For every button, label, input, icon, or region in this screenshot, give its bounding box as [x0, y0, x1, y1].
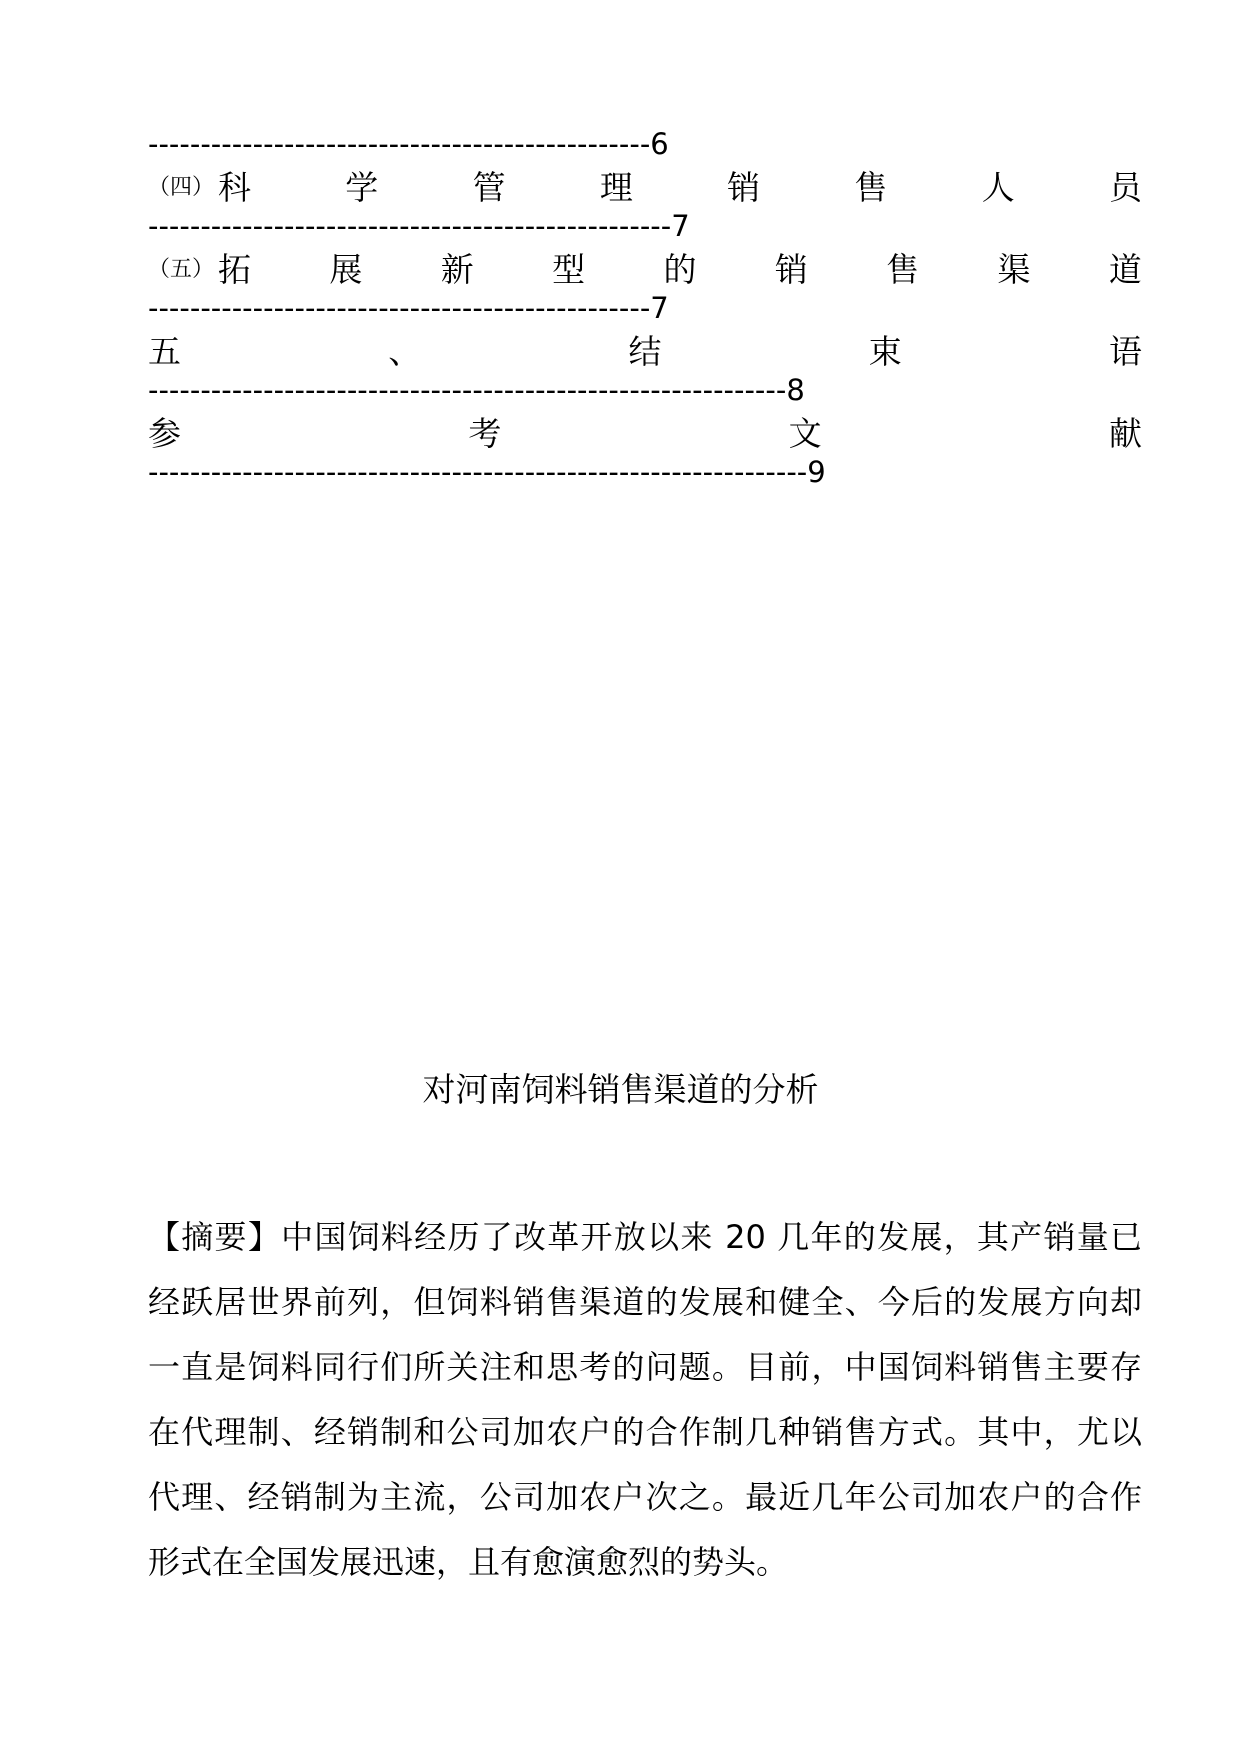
abstract-line: 【摘要】中国饲料经历了改革开放以来 20 几年的发展，其产销量已 [148, 1218, 1142, 1256]
abstract-line: 在代理制、经销制和公司加农户的合作制几种销售方式。其中，尤以 [148, 1413, 1142, 1451]
toc-entry-title: （四） 科 学 管 理 销 售 人 员 [148, 166, 1142, 210]
toc-entry-number: （五） [148, 257, 215, 282]
toc-page-number: 7 [671, 209, 690, 243]
toc-page-number: 8 [786, 373, 805, 407]
toc-leader: -------------------------------------------------------------8 [148, 373, 805, 407]
document-title: 对河南饲料销售渠道的分析 [422, 1070, 819, 1109]
toc-leader: ------------------------------------------------7 [148, 291, 669, 325]
abstract-line: 形式在全国发展迅速，且有愈演愈烈的势头。 [148, 1543, 789, 1581]
toc-leader: --------------------------------------------------7 [148, 209, 690, 243]
toc-leader: ------------------------------------------------6 [148, 127, 669, 161]
abstract-line: 经跃居世界前列，但饲料销售渠道的发展和健全、今后的发展方向却 [148, 1283, 1142, 1321]
toc-entry-title: 参 考 文 献 [148, 414, 1142, 453]
abstract-line: 代理、经销制为主流，公司加农户次之。最近几年公司加农户的合作 [148, 1478, 1142, 1516]
abstract-line: 一直是饲料同行们所关注和思考的问题。目前，中国饲料销售主要存 [148, 1348, 1142, 1386]
toc-entry-title: 五 、 结 束 语 [148, 332, 1142, 371]
toc-entry-number: （四） [148, 175, 215, 200]
toc-entry-title: （五） 拓 展 新 型 的 销 售 渠 道 [148, 248, 1142, 292]
toc-page-number: 9 [807, 455, 826, 489]
abstract-paragraph [148, 1205, 1142, 1595]
toc-page-number: 6 [650, 127, 669, 161]
toc-page-number: 7 [650, 291, 669, 325]
toc-leader: ---------------------------------------------------------------9 [148, 455, 826, 489]
